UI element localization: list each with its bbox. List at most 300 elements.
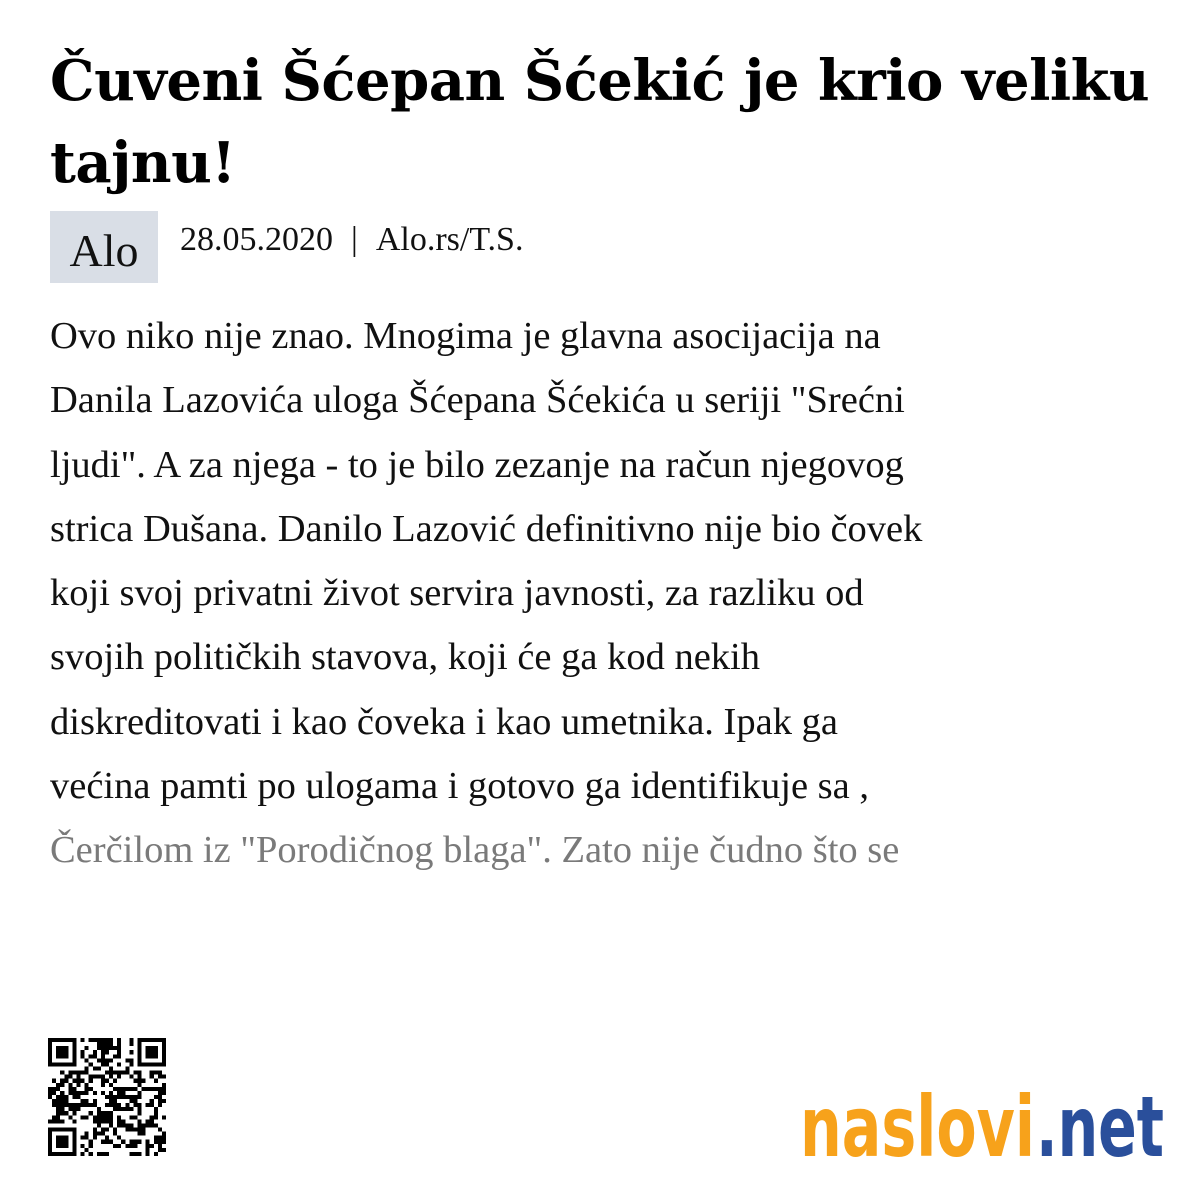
qr-module — [101, 1091, 105, 1095]
body-line-faded: Čerčilom iz "Porodičnog blaga". Zato nije čudno što se — [50, 829, 900, 872]
qr-module — [129, 1087, 133, 1091]
qr-module — [121, 1107, 125, 1111]
qr-module — [64, 1095, 68, 1099]
qr-module — [117, 1144, 121, 1148]
qr-module — [138, 1123, 142, 1127]
qr-module — [158, 1144, 162, 1148]
qr-module — [97, 1058, 101, 1062]
qr-module — [81, 1115, 85, 1119]
qr-module — [109, 1111, 113, 1115]
qr-module — [101, 1038, 105, 1042]
qr-module — [129, 1095, 133, 1099]
qr-module — [81, 1050, 85, 1054]
qr-module — [93, 1075, 97, 1079]
qr-module — [56, 1140, 60, 1144]
qr-module — [105, 1140, 109, 1144]
qr-module — [52, 1079, 56, 1083]
qr-module — [154, 1050, 158, 1054]
qr-module — [68, 1152, 72, 1156]
qr-module — [72, 1132, 76, 1136]
qr-module — [117, 1054, 121, 1058]
qr-module — [81, 1079, 85, 1083]
qr-module — [133, 1099, 137, 1103]
qr-module — [121, 1119, 125, 1123]
qr-module — [142, 1079, 146, 1083]
qr-module — [52, 1038, 56, 1042]
qr-module — [117, 1107, 121, 1111]
qr-module — [81, 1038, 85, 1042]
qr-module — [97, 1132, 101, 1136]
qr-module — [129, 1058, 133, 1062]
qr-module — [129, 1050, 133, 1054]
qr-module — [101, 1062, 105, 1066]
qr-module — [150, 1050, 154, 1054]
qr-module — [105, 1095, 109, 1099]
body-line: diskreditovati i kao čoveka i kao umetnika. Ipak ga — [50, 700, 838, 743]
qr-module — [81, 1091, 85, 1095]
body-line: Danila Lazovića uloga Šćepana Šćekića u seriji "Srećni — [50, 379, 905, 422]
qr-module — [117, 1091, 121, 1095]
qr-module — [150, 1087, 154, 1091]
qr-module — [117, 1119, 121, 1123]
article-body — [50, 304, 1160, 883]
qr-module — [158, 1148, 162, 1152]
qr-module — [76, 1095, 80, 1099]
qr-module — [117, 1095, 121, 1099]
qr-module — [154, 1136, 158, 1140]
qr-module — [56, 1095, 60, 1099]
qr-module — [89, 1075, 93, 1079]
qr-module — [133, 1079, 137, 1083]
qr-module — [113, 1107, 117, 1111]
qr-module — [162, 1087, 166, 1091]
qr-module — [89, 1140, 93, 1144]
qr-module — [60, 1091, 64, 1095]
qr-module — [72, 1071, 76, 1075]
qr-module — [113, 1103, 117, 1107]
qr-module — [158, 1075, 162, 1079]
article-headline: Čuveni Šćepan Šćekić je krio veliku tajnu! — [50, 48, 1150, 196]
qr-module — [117, 1046, 121, 1050]
qr-module — [101, 1119, 105, 1123]
qr-module — [48, 1152, 52, 1156]
source-badge[interactable]: Alo — [50, 211, 158, 283]
qr-module — [60, 1128, 64, 1132]
qr-module — [162, 1038, 166, 1042]
qr-module — [121, 1140, 125, 1144]
qr-module — [117, 1042, 121, 1046]
qr-module — [76, 1103, 80, 1107]
qr-module — [125, 1128, 129, 1132]
qr-module — [48, 1042, 52, 1046]
qr-module — [81, 1054, 85, 1058]
qr-module — [85, 1099, 89, 1103]
qr-module — [89, 1103, 93, 1107]
qr-module — [89, 1038, 93, 1042]
qr-module — [89, 1087, 93, 1091]
qr-module — [158, 1136, 162, 1140]
qr-module — [64, 1075, 68, 1079]
qr-module — [113, 1087, 117, 1091]
qr-module — [121, 1091, 125, 1095]
qr-module — [117, 1123, 121, 1127]
qr-module — [48, 1119, 52, 1123]
qr-module — [125, 1107, 129, 1111]
qr-module — [68, 1075, 72, 1079]
qr-module — [89, 1054, 93, 1058]
qr-module — [60, 1099, 64, 1103]
qr-module — [93, 1103, 97, 1107]
qr-module — [125, 1071, 129, 1075]
qr-module — [52, 1103, 56, 1107]
qr-module — [162, 1132, 166, 1136]
qr-module — [105, 1042, 109, 1046]
qr-module — [162, 1140, 166, 1144]
qr-module — [138, 1050, 142, 1054]
qr-module — [113, 1132, 117, 1136]
qr-module — [72, 1062, 76, 1066]
qr-module — [97, 1038, 101, 1042]
qr-module — [158, 1095, 162, 1099]
qr-module — [85, 1087, 89, 1091]
qr-module — [146, 1050, 150, 1054]
qr-module — [158, 1128, 162, 1132]
qr-module — [56, 1136, 60, 1140]
qr-module — [60, 1071, 64, 1075]
qr-module — [60, 1136, 64, 1140]
qr-module — [68, 1083, 72, 1087]
qr-module — [68, 1128, 72, 1132]
qr-module — [146, 1038, 150, 1042]
qr-module — [142, 1132, 146, 1136]
qr-module — [138, 1062, 142, 1066]
qr-module — [48, 1136, 52, 1140]
qr-module — [154, 1038, 158, 1042]
qr-module — [158, 1087, 162, 1091]
qr-module — [109, 1123, 113, 1127]
qr-module — [158, 1062, 162, 1066]
qr-module — [81, 1144, 85, 1148]
qr-module — [48, 1087, 52, 1091]
qr-module — [72, 1042, 76, 1046]
qr-module — [105, 1062, 109, 1066]
qr-module — [129, 1115, 133, 1119]
qr-module — [138, 1038, 142, 1042]
qr-module — [105, 1103, 109, 1107]
qr-module — [105, 1115, 109, 1119]
qr-module — [113, 1054, 117, 1058]
qr-module — [117, 1062, 121, 1066]
qr-module — [117, 1050, 121, 1054]
qr-module — [64, 1140, 68, 1144]
qr-module — [113, 1079, 117, 1083]
qr-module — [138, 1083, 142, 1087]
qr-module — [109, 1119, 113, 1123]
qr-module — [142, 1123, 146, 1127]
qr-module — [138, 1140, 142, 1144]
qr-module — [64, 1136, 68, 1140]
qr-module — [162, 1050, 166, 1054]
qr-module — [150, 1075, 154, 1079]
qr-module — [85, 1091, 89, 1095]
qr-module — [85, 1132, 89, 1136]
qr-module — [76, 1083, 80, 1087]
qr-module — [60, 1083, 64, 1087]
qr-module — [154, 1046, 158, 1050]
logo-part-net: .net — [1036, 1078, 1164, 1172]
qr-module — [56, 1038, 60, 1042]
qr-module — [150, 1046, 154, 1050]
qr-module — [158, 1103, 162, 1107]
qr-module — [101, 1140, 105, 1144]
qr-module — [60, 1038, 64, 1042]
qr-module — [105, 1079, 109, 1083]
qr-module — [97, 1046, 101, 1050]
qr-module — [133, 1140, 137, 1144]
qr-module — [154, 1079, 158, 1083]
qr-module — [154, 1107, 158, 1111]
qr-module — [48, 1148, 52, 1152]
qr-module — [150, 1123, 154, 1127]
qr-module — [142, 1062, 146, 1066]
qr-module — [64, 1062, 68, 1066]
qr-module — [85, 1136, 89, 1140]
qr-module — [142, 1087, 146, 1091]
qr-module — [105, 1136, 109, 1140]
qr-module — [64, 1128, 68, 1132]
qr-module — [52, 1152, 56, 1156]
qr-module — [60, 1062, 64, 1066]
qr-module — [138, 1107, 142, 1111]
qr-module — [138, 1075, 142, 1079]
qr-module — [85, 1071, 89, 1075]
qr-module — [56, 1087, 60, 1091]
qr-module — [52, 1099, 56, 1103]
qr-module — [105, 1111, 109, 1115]
qr-module — [72, 1095, 76, 1099]
qr-module — [48, 1046, 52, 1050]
qr-module — [85, 1115, 89, 1119]
qr-module — [146, 1103, 150, 1107]
qr-module — [52, 1087, 56, 1091]
qr-module — [113, 1046, 117, 1050]
qr-module — [133, 1152, 137, 1156]
qr-module — [101, 1152, 105, 1156]
qr-module — [138, 1091, 142, 1095]
qr-code-icon[interactable] — [48, 1038, 166, 1156]
qr-module — [138, 1111, 142, 1115]
qr-module — [76, 1107, 80, 1111]
qr-module — [154, 1140, 158, 1144]
qr-module — [68, 1038, 72, 1042]
qr-module — [93, 1115, 97, 1119]
qr-module — [89, 1062, 93, 1066]
logo-part-naslovi: naslovi — [800, 1078, 1035, 1172]
qr-module — [101, 1054, 105, 1058]
qr-module — [101, 1046, 105, 1050]
qr-module — [64, 1046, 68, 1050]
qr-module — [125, 1087, 129, 1091]
qr-module — [89, 1111, 93, 1115]
qr-module — [56, 1046, 60, 1050]
qr-module — [101, 1128, 105, 1132]
qr-module — [56, 1099, 60, 1103]
qr-module — [113, 1095, 117, 1099]
qr-module — [101, 1132, 105, 1136]
qr-module — [109, 1038, 113, 1042]
qr-module — [125, 1103, 129, 1107]
qr-module — [101, 1115, 105, 1119]
qr-module — [154, 1062, 158, 1066]
article-author: Alo.rs/T.S. — [375, 221, 524, 258]
qr-module — [93, 1136, 97, 1140]
qr-module — [105, 1152, 109, 1156]
qr-module — [133, 1115, 137, 1119]
qr-module — [117, 1071, 121, 1075]
qr-module — [48, 1095, 52, 1099]
body-line: koji svoj privatni život servira javnosti, za razliku od — [50, 572, 864, 615]
qr-module — [68, 1107, 72, 1111]
qr-module — [129, 1140, 133, 1144]
qr-module — [146, 1148, 150, 1152]
qr-module — [138, 1128, 142, 1132]
qr-module — [125, 1123, 129, 1127]
qr-module — [154, 1111, 158, 1115]
qr-module — [81, 1103, 85, 1107]
qr-module — [97, 1115, 101, 1119]
qr-module — [101, 1075, 105, 1079]
qr-module — [121, 1071, 125, 1075]
qr-module — [76, 1075, 80, 1079]
qr-module — [56, 1083, 60, 1087]
qr-module — [162, 1136, 166, 1140]
qr-module — [125, 1058, 129, 1062]
qr-module — [105, 1050, 109, 1054]
qr-module — [125, 1144, 129, 1148]
qr-module — [109, 1075, 113, 1079]
qr-module — [162, 1115, 166, 1119]
qr-module — [93, 1091, 97, 1095]
qr-module — [109, 1083, 113, 1087]
qr-module — [68, 1103, 72, 1107]
qr-module — [72, 1119, 76, 1123]
qr-module — [85, 1046, 89, 1050]
qr-module — [52, 1062, 56, 1066]
qr-module — [129, 1062, 133, 1066]
qr-module — [81, 1152, 85, 1156]
qr-module — [56, 1115, 60, 1119]
qr-module — [101, 1058, 105, 1062]
qr-module — [117, 1038, 121, 1042]
qr-module — [72, 1144, 76, 1148]
qr-module — [133, 1103, 137, 1107]
qr-module — [138, 1058, 142, 1062]
naslovi-net-logo[interactable] — [800, 1056, 1166, 1172]
qr-module — [162, 1054, 166, 1058]
qr-module — [105, 1046, 109, 1050]
qr-module — [97, 1066, 101, 1070]
qr-module — [138, 1152, 142, 1156]
qr-module — [154, 1087, 158, 1091]
qr-module — [109, 1140, 113, 1144]
qr-module — [48, 1038, 52, 1042]
qr-module — [146, 1152, 150, 1156]
qr-module — [93, 1099, 97, 1103]
qr-module — [113, 1128, 117, 1132]
qr-module — [129, 1099, 133, 1103]
qr-module — [129, 1128, 133, 1132]
qr-module — [97, 1042, 101, 1046]
qr-module — [97, 1107, 101, 1111]
qr-module — [117, 1075, 121, 1079]
qr-module — [85, 1066, 89, 1070]
qr-module — [72, 1087, 76, 1091]
qr-module — [150, 1054, 154, 1058]
body-line: ljudi". A za njega - to je bilo zezanje na račun njegovog — [50, 443, 904, 486]
qr-module — [56, 1128, 60, 1132]
qr-module — [56, 1050, 60, 1054]
qr-module — [150, 1144, 154, 1148]
qr-module — [158, 1140, 162, 1144]
qr-module — [129, 1038, 133, 1042]
qr-module — [56, 1111, 60, 1115]
qr-module — [129, 1123, 133, 1127]
qr-module — [68, 1071, 72, 1075]
qr-module — [146, 1123, 150, 1127]
qr-module — [150, 1071, 154, 1075]
qr-module — [60, 1054, 64, 1058]
qr-module — [64, 1054, 68, 1058]
qr-module — [138, 1079, 142, 1083]
qr-module — [72, 1148, 76, 1152]
qr-module — [93, 1050, 97, 1054]
qr-module — [158, 1091, 162, 1095]
qr-module — [154, 1123, 158, 1127]
qr-module — [101, 1050, 105, 1054]
qr-module — [48, 1140, 52, 1144]
qr-module — [48, 1058, 52, 1062]
qr-module — [85, 1058, 89, 1062]
qr-module — [150, 1038, 154, 1042]
body-line: Ovo niko nije znao. Mnogima je glavna asocijacija na — [50, 315, 881, 357]
meta-line — [180, 205, 523, 275]
qr-module — [154, 1115, 158, 1119]
qr-module — [150, 1103, 154, 1107]
qr-module — [162, 1099, 166, 1103]
qr-module — [117, 1136, 121, 1140]
qr-module — [138, 1132, 142, 1136]
qr-module — [142, 1128, 146, 1132]
qr-module — [60, 1119, 64, 1123]
qr-module — [150, 1119, 154, 1123]
publish-date: 28.05.2020 — [180, 221, 333, 258]
qr-module — [60, 1095, 64, 1099]
qr-module — [48, 1091, 52, 1095]
qr-module — [56, 1107, 60, 1111]
qr-module — [48, 1062, 52, 1066]
qr-module — [105, 1071, 109, 1075]
qr-module — [121, 1123, 125, 1127]
qr-module — [162, 1042, 166, 1046]
qr-module — [48, 1128, 52, 1132]
qr-module — [56, 1062, 60, 1066]
qr-module — [72, 1058, 76, 1062]
qr-module — [52, 1128, 56, 1132]
qr-module — [68, 1091, 72, 1095]
qr-module — [85, 1083, 89, 1087]
qr-module — [72, 1046, 76, 1050]
qr-module — [109, 1115, 113, 1119]
